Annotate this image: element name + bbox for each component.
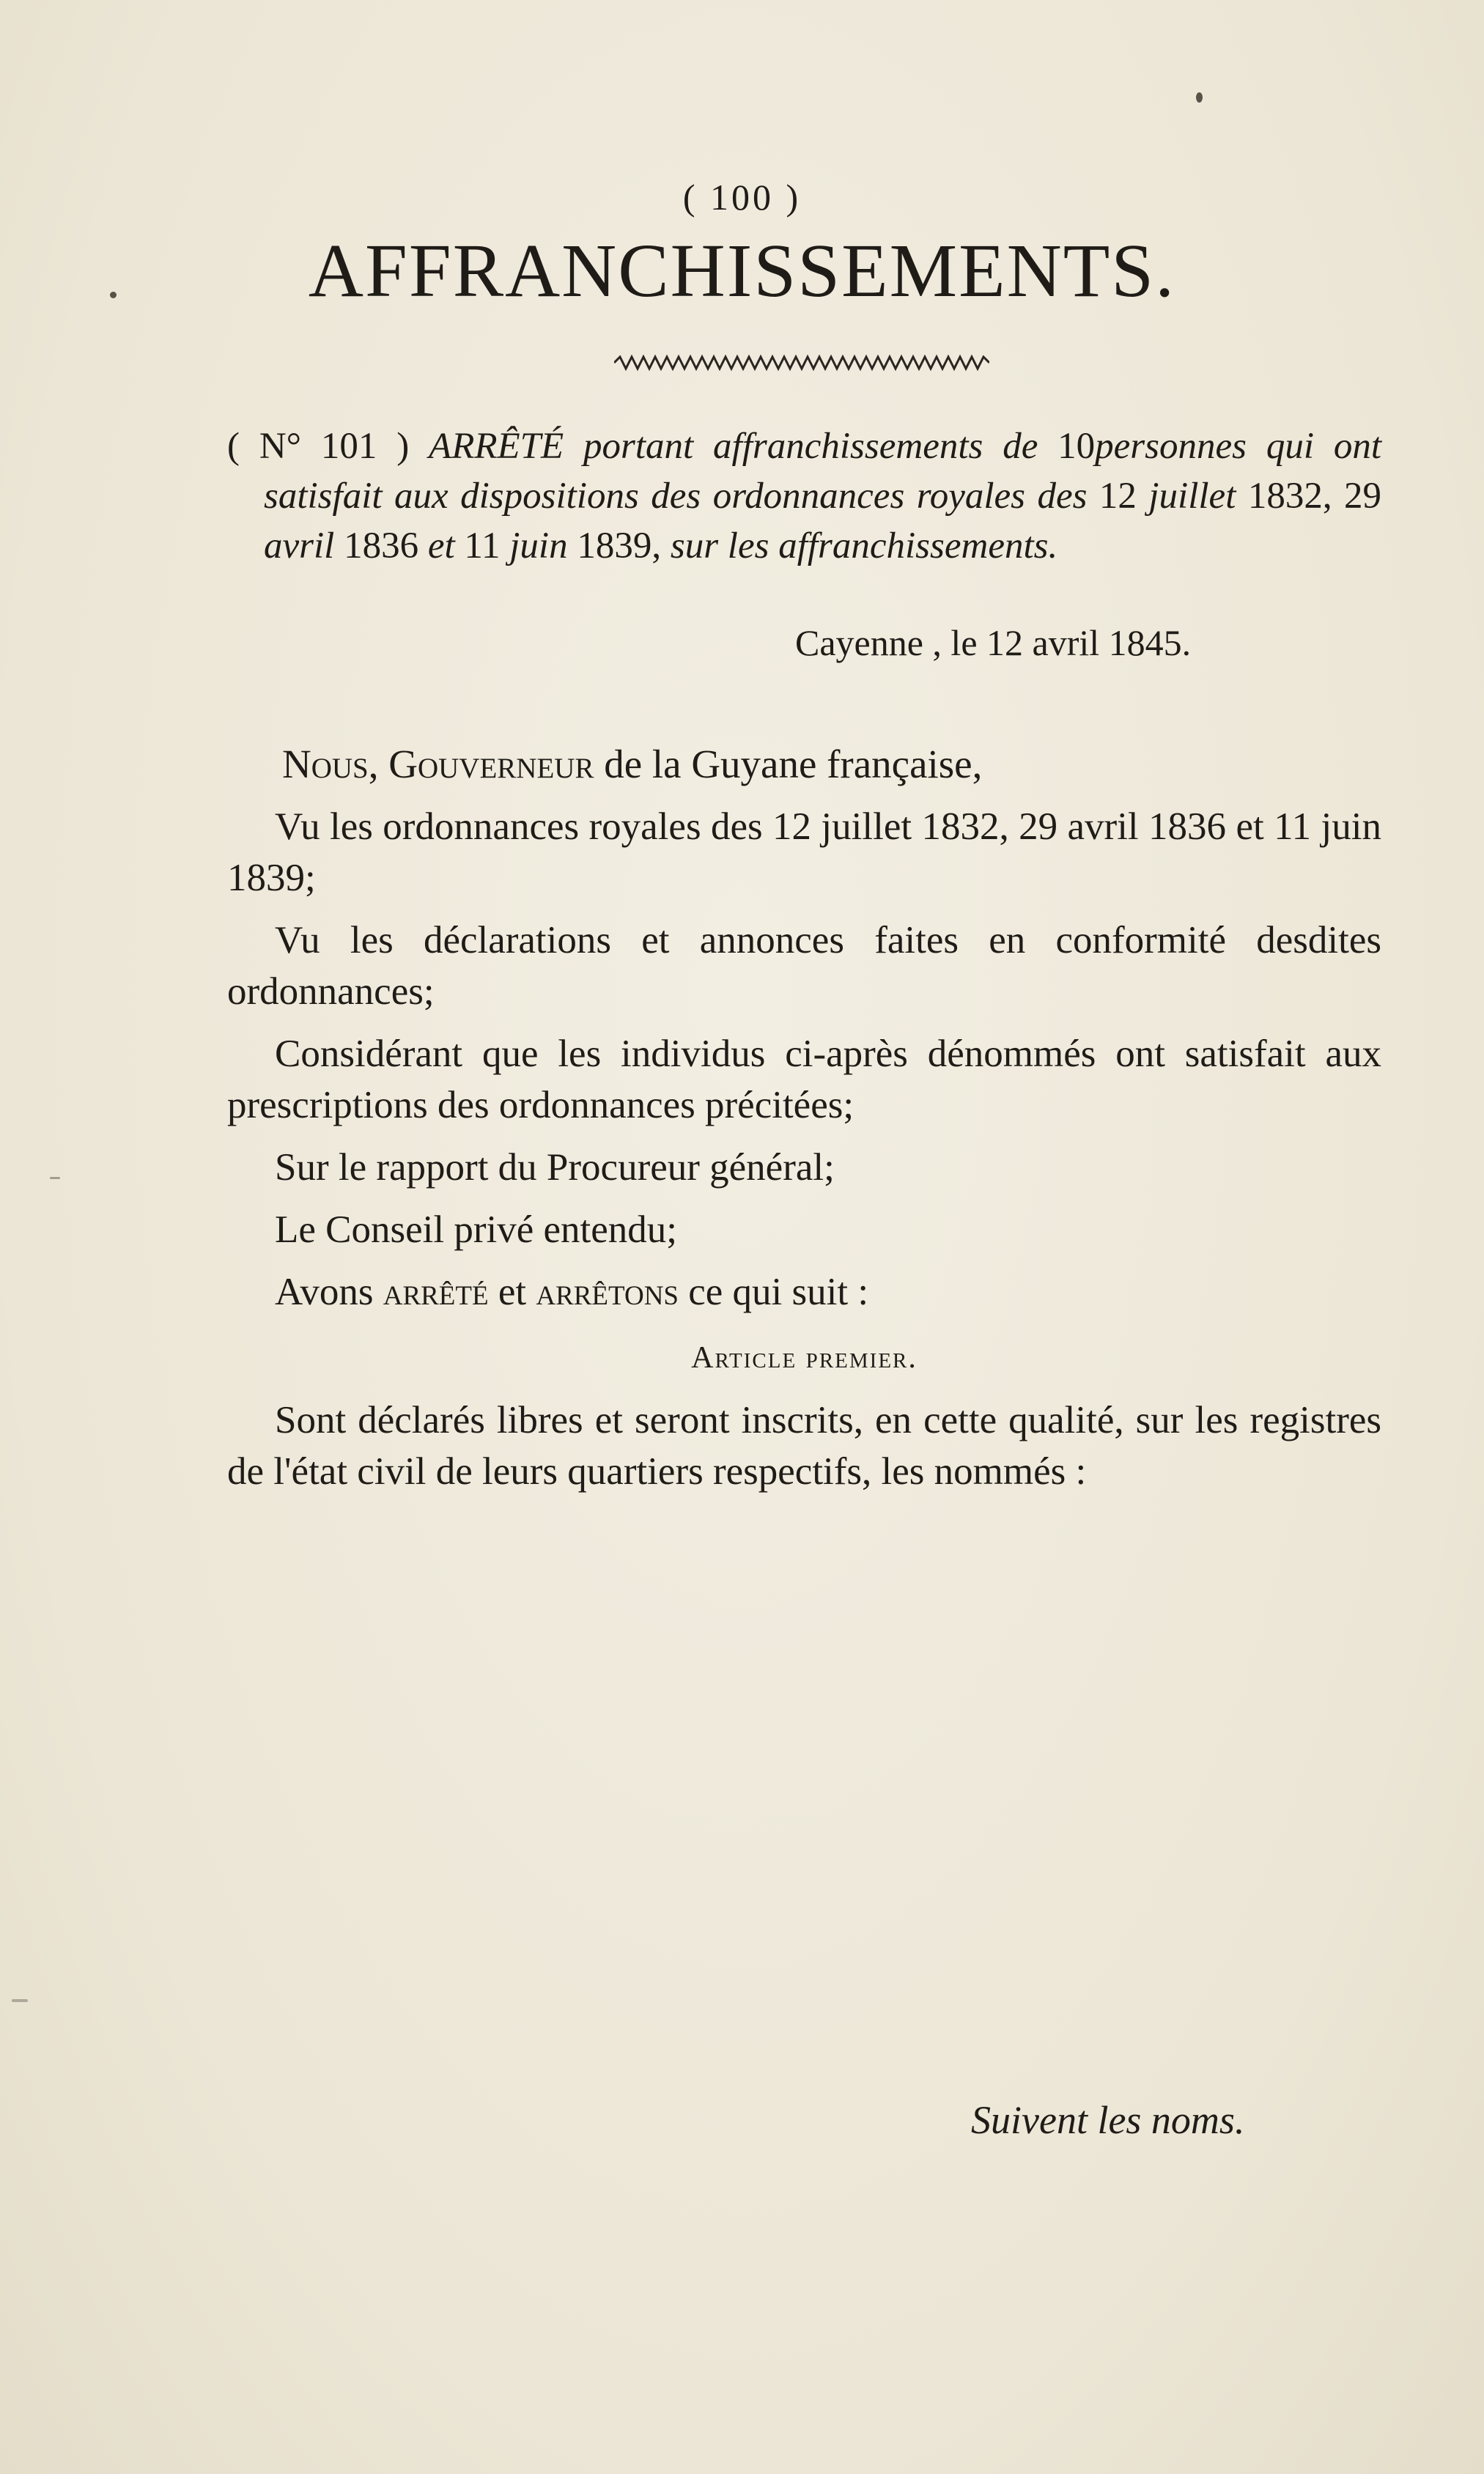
paragraph-vu-ordonnances: Vu les ordonnances royales des 12 juillet 1832, 29 avril 1836 et 11 juin 1839; [227,805,1381,899]
decree-date2-year: 1836 [344,525,419,566]
page-number: ( 100 ) [682,177,802,218]
avons-word: Avons [275,1271,383,1313]
speck [50,1177,60,1179]
decree-title-end: sur les affranchissements. [670,525,1058,566]
speck [12,1999,28,2002]
decree-date1-month: juillet [1148,476,1236,517]
nous-sep: , [368,742,389,786]
decree-date2-day: 29 [1344,476,1382,517]
paragraph-rapport: Sur le rapport du Procureur général; [275,1146,835,1189]
decree-date3-month: juin [509,525,568,566]
article-heading: Article premier. [691,1341,918,1375]
speck [1196,92,1203,103]
arretons-word: arrêtons [536,1271,679,1313]
section-title: AFFRANCHISSEMENTS. [308,229,1176,313]
decree-number: ( N° 101 ) [227,426,410,467]
closing-line: Suivent les noms. [971,2098,1245,2142]
nous-word: Nous [282,742,369,786]
gouverneur-word: Gouverneur [388,742,594,786]
decree-title-intro: ARRÊTÉ [429,426,564,467]
paragraph-considerant: Considérant que les individus ci-après dénommés ont satisfait aux prescriptions des ordonnances précitées; [227,1033,1381,1126]
decree-date3-year: 1839, [577,525,662,566]
decree-date3-day: 11 [464,525,501,566]
decree-heading [227,421,1381,571]
et-word: et [488,1271,536,1313]
decree-date2-month: avril [264,525,335,566]
decree-title-line1-end: personnes [1095,426,1247,467]
paragraph-sont-declares: Sont déclarés libres et seront inscrits, en cette qualité, sur les registres de l'état civil de leurs quartiers respectifs, les nommés : [227,1399,1381,1493]
decree-title-line2: qui ont satisfait aux dispositions des ordonnances royales des [264,426,1382,517]
nous-rest: de la Guyane française, [594,742,983,786]
decree-conj: et [427,525,455,566]
place-date: Cayenne , le 12 avril 1845. [795,622,1192,663]
paragraph-conseil: Le Conseil privé entendu; [275,1208,677,1251]
paragraph-vu-declarations: Vu les déclarations et annonces faites en conformité desdites ordonnances; [227,919,1381,1013]
preamble-nous [227,739,1381,790]
decree-count: 10 [1057,426,1096,467]
ornamental-rule [614,354,989,372]
decree-title-rest: portant affranchissements de [583,426,1038,467]
avons-rest: ce qui suit : [679,1271,869,1313]
decree-date1-day: 12 [1099,476,1137,517]
decree-date1-year: 1832, [1247,476,1332,517]
paragraph-avons [227,1266,1381,1318]
speck [110,292,117,298]
arrete-word: arrêté [383,1271,489,1313]
decree-body [227,739,1381,1508]
